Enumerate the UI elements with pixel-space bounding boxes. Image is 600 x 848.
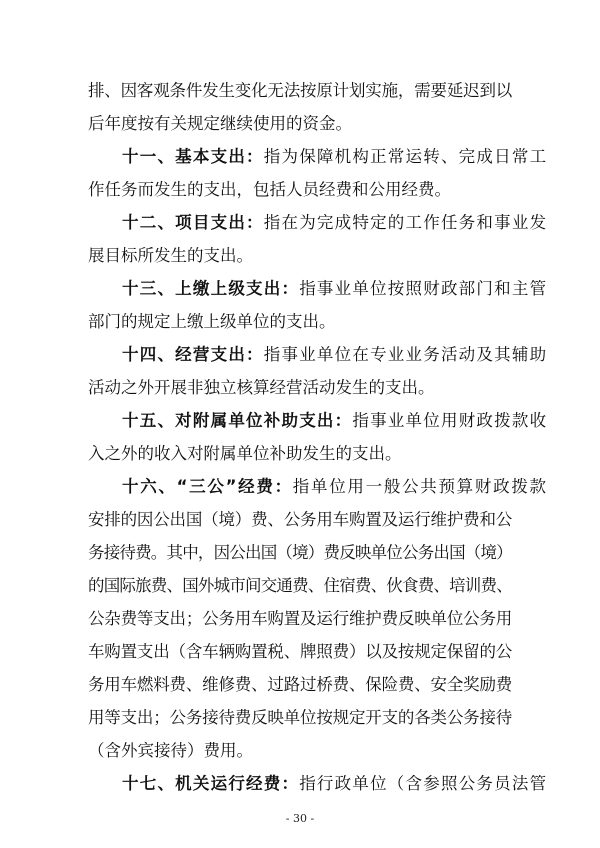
term-heading: 十二、项目支出： xyxy=(122,213,264,232)
line-text: 安排的因公出国（境）费、公务用车购置及运行维护费和公 xyxy=(88,510,513,529)
text-line xyxy=(88,338,548,371)
text-line xyxy=(88,503,512,536)
term-heading: 十六、“三公”经费： xyxy=(122,477,293,496)
term-heading: 十一、基本支出： xyxy=(122,147,264,166)
text-line xyxy=(88,536,512,569)
text-line xyxy=(88,272,548,305)
term-heading: 十七、机关运行经费： xyxy=(122,774,300,793)
line-text: 指单位用一般公共预算财政拨款 xyxy=(292,477,548,496)
term-heading: 十五、对附属单位补助支出： xyxy=(122,411,353,430)
text-line xyxy=(88,701,512,734)
text-line xyxy=(88,239,512,272)
term-heading: 十三、上缴上级支出： xyxy=(122,279,300,298)
line-text: 指事业单位在专业业务活动及其辅助 xyxy=(263,345,548,364)
line-text: 指行政单位（含参照公务员法管 xyxy=(299,774,548,793)
text-line xyxy=(88,371,512,404)
text-line xyxy=(88,437,512,470)
text-line xyxy=(88,206,548,239)
page-number: - 30 - xyxy=(285,812,315,825)
text-line xyxy=(88,734,512,767)
line-text: （含外宾接待）费用。 xyxy=(88,741,253,760)
line-text: 入之外的收入对附属单位补助发生的支出。 xyxy=(88,444,402,463)
text-line xyxy=(88,635,512,668)
line-text: 部门的规定上缴上级单位的支出。 xyxy=(88,312,336,331)
text-line xyxy=(88,74,512,107)
text-line xyxy=(88,173,512,206)
line-text: 车购置支出（含车辆购置税、牌照费）以及按规定保留的公 xyxy=(88,642,513,661)
line-text: 后年度按有关规定继续使用的资金。 xyxy=(88,114,352,133)
line-text: 指事业单位用财政拨款收 xyxy=(352,411,548,430)
line-text: 用等支出；公务接待费反映单位按规定开支的各类公务接待 xyxy=(88,708,513,727)
term-heading: 十四、经营支出： xyxy=(122,345,264,364)
line-text: 作任务而发生的支出，包括人员经费和公用经费。 xyxy=(88,180,451,199)
line-text: 展目标所发生的支出。 xyxy=(88,246,253,265)
text-line xyxy=(88,602,512,635)
text-line xyxy=(88,767,548,800)
line-text: 公杂费等支出；公务用车购置及运行维护费反映单位公务用 xyxy=(88,609,513,628)
line-text: 指为保障机构正常运转、完成日常工 xyxy=(263,147,548,166)
text-line xyxy=(88,140,548,173)
text-line xyxy=(88,470,548,503)
text-line xyxy=(88,404,548,437)
line-text: 指事业单位按照财政部门和主管 xyxy=(299,279,548,298)
text-line xyxy=(88,668,512,701)
line-text: 务用车燃料费、维修费、过路过桥费、保险费、安全奖励费 xyxy=(88,675,513,694)
text-line xyxy=(88,569,512,602)
text-line xyxy=(88,107,512,140)
line-text: 的国际旅费、国外城市间交通费、住宿费、伙食费、培训费、 xyxy=(88,576,512,595)
line-text: 指在为完成特定的工作任务和事业发 xyxy=(263,213,548,232)
body-text xyxy=(88,74,548,800)
line-text: 活动之外开展非独立核算经营活动发生的支出。 xyxy=(88,378,435,397)
text-line xyxy=(88,305,512,338)
line-text: 务接待费。其中，因公出国（境）费反映单位公务出国（境） xyxy=(88,543,512,562)
line-text: 排、因客观条件发生变化无法按原计划实施，需要延迟到以 xyxy=(88,81,513,100)
